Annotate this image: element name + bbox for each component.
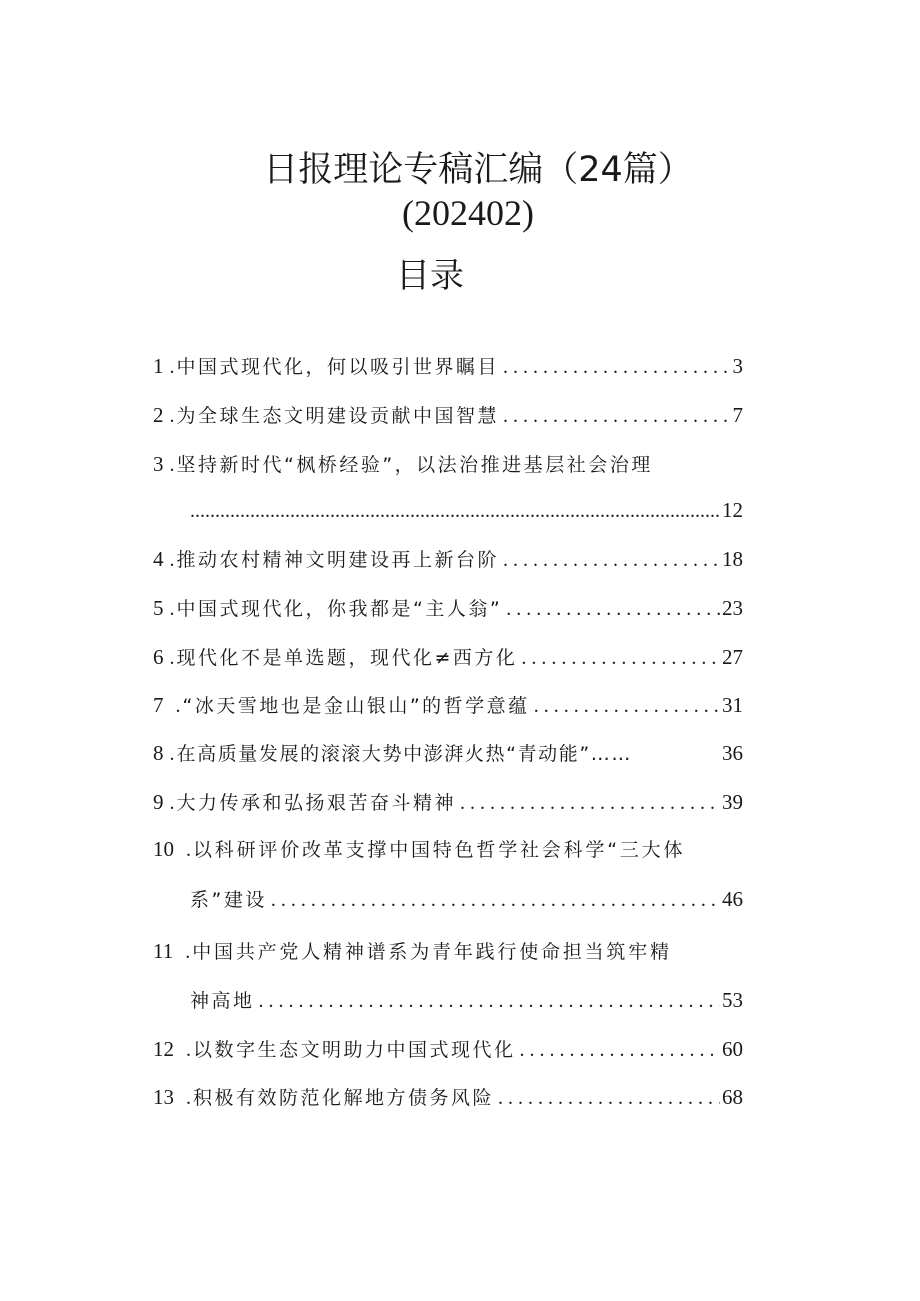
- toc-page: 53: [722, 988, 743, 1012]
- toc-leader: [503, 356, 730, 379]
- toc-leader: [271, 889, 720, 912]
- toc-entry[interactable]: 6 . 现代化不是单选题，现代化≠西方化 . . . 27: [153, 643, 743, 677]
- toc-page: 23: [722, 596, 743, 620]
- toc-entry[interactable]: 11 . 中国共产党人精神谱系为青年践行使命担当筑牢精: [153, 939, 672, 963]
- toc-page: 3: [732, 354, 743, 378]
- toc-entry-continuation[interactable]: [190, 885, 743, 919]
- toc-number: 4: [153, 547, 164, 571]
- toc-number: 13: [153, 1085, 174, 1109]
- toc-title: 系”建设: [190, 889, 267, 911]
- toc-page: 36: [722, 741, 743, 765]
- toc-number: 8: [153, 741, 164, 765]
- toc-number: 12: [153, 1037, 174, 1061]
- toc-entry[interactable]: 2 . 为全球生态文明建设贡献中国智慧 . . . 7: [153, 401, 743, 435]
- toc-leader: [534, 695, 720, 718]
- document-date: (202402): [402, 193, 534, 233]
- toc-title: 为全球生态文明建设贡献中国智慧: [176, 405, 500, 427]
- toc-entry[interactable]: 10 . 以科研评价改革支撑中国特色哲学社会科学“三大体: [153, 837, 686, 861]
- toc-leader: [506, 598, 720, 621]
- toc-leader: [460, 792, 720, 815]
- toc-entry[interactable]: 1 . 中国式现代化，何以吸引世界瞩目 . . . 3: [153, 352, 743, 386]
- toc-number: 9: [153, 790, 164, 814]
- toc-entry[interactable]: 8 . 在高质量发展的滚滚大势中澎湃火热“青动能”…… 36: [153, 741, 743, 765]
- toc-page: 46: [722, 887, 743, 911]
- toc-page: 31: [722, 693, 743, 717]
- toc-title: 中国式现代化，何以吸引世界瞩目: [176, 356, 500, 378]
- toc-number: 11: [153, 939, 174, 963]
- toc-number: 1: [153, 354, 164, 378]
- toc-entry[interactable]: 13 . 积极有效防范化解地方债务风险 . . . 68: [153, 1083, 743, 1117]
- toc-leader: [503, 549, 720, 572]
- toc-leader: [190, 500, 720, 523]
- toc-number: 3: [153, 452, 164, 476]
- toc-entry[interactable]: 4 . 推动农村精神文明建设再上新台阶 . . . 18: [153, 545, 743, 579]
- toc-title: 推动农村精神文明建设再上新台阶: [176, 549, 500, 571]
- toc-number: 10: [153, 837, 174, 861]
- toc-page: 18: [722, 547, 743, 571]
- toc-entry[interactable]: 7 . “冰天雪地也是金山银山”的哲学意蕴 . . . 31: [153, 691, 743, 725]
- toc-title: 以数字生态文明助力中国式现代化: [193, 1039, 516, 1061]
- toc-entry-continuation[interactable]: [190, 986, 743, 1020]
- toc-title: 中国共产党人精神谱系为青年践行使命担当筑牢精: [192, 941, 672, 963]
- toc-page: 68: [722, 1085, 743, 1109]
- toc-number: 2: [153, 403, 164, 427]
- toc-title: “冰天雪地也是金山银山”的哲学意蕴: [182, 695, 530, 717]
- toc-title: 大力传承和弘扬艰苦奋斗精神: [176, 792, 457, 814]
- toc-page: 27: [722, 645, 743, 669]
- toc-leader: [259, 990, 720, 1013]
- toc-number: 6: [153, 645, 164, 669]
- toc-entry[interactable]: 12 . 以数字生态文明助力中国式现代化 . . . 60: [153, 1035, 743, 1069]
- toc-number: 7: [153, 693, 164, 717]
- toc-page: 12: [722, 498, 743, 522]
- toc-title: 中国式现代化，你我都是“主人翁”: [176, 598, 503, 620]
- document-title: 日报理论专稿汇编（24篇）: [263, 150, 693, 190]
- toc-entry[interactable]: 5 . 中国式现代化，你我都是“主人翁” . . . 23: [153, 594, 743, 628]
- toc-leader: [503, 405, 730, 428]
- toc-entry[interactable]: 3 . 坚持新时代“枫桥经验”，以法治推进基层社会治理: [153, 452, 653, 476]
- toc-entry[interactable]: 9 . 大力传承和弘扬艰苦奋斗精神 . . . 39: [153, 788, 743, 822]
- toc-title: 神高地: [190, 990, 255, 1012]
- toc-page: 7: [732, 403, 743, 427]
- toc-leader: [521, 647, 720, 670]
- toc-title: 坚持新时代“枫桥经验”，以法治推进基层社会治理: [176, 454, 653, 476]
- toc-title: 在高质量发展的滚滚大势中澎湃火热“青动能”……: [176, 743, 632, 765]
- toc-entry-continuation[interactable]: [190, 498, 743, 532]
- toc-page: 39: [722, 790, 743, 814]
- toc-title: 现代化不是单选题，现代化≠西方化: [176, 647, 518, 669]
- toc-number: 5: [153, 596, 164, 620]
- toc-page: 60: [722, 1037, 743, 1061]
- toc-leader: [520, 1039, 720, 1062]
- toc-leader: [498, 1087, 720, 1110]
- toc-title: 积极有效防范化解地方债务风险: [193, 1087, 495, 1109]
- toc-title: 以科研评价改革支撑中国特色哲学社会科学“三大体: [193, 839, 686, 861]
- toc-heading: 目录: [396, 256, 464, 296]
